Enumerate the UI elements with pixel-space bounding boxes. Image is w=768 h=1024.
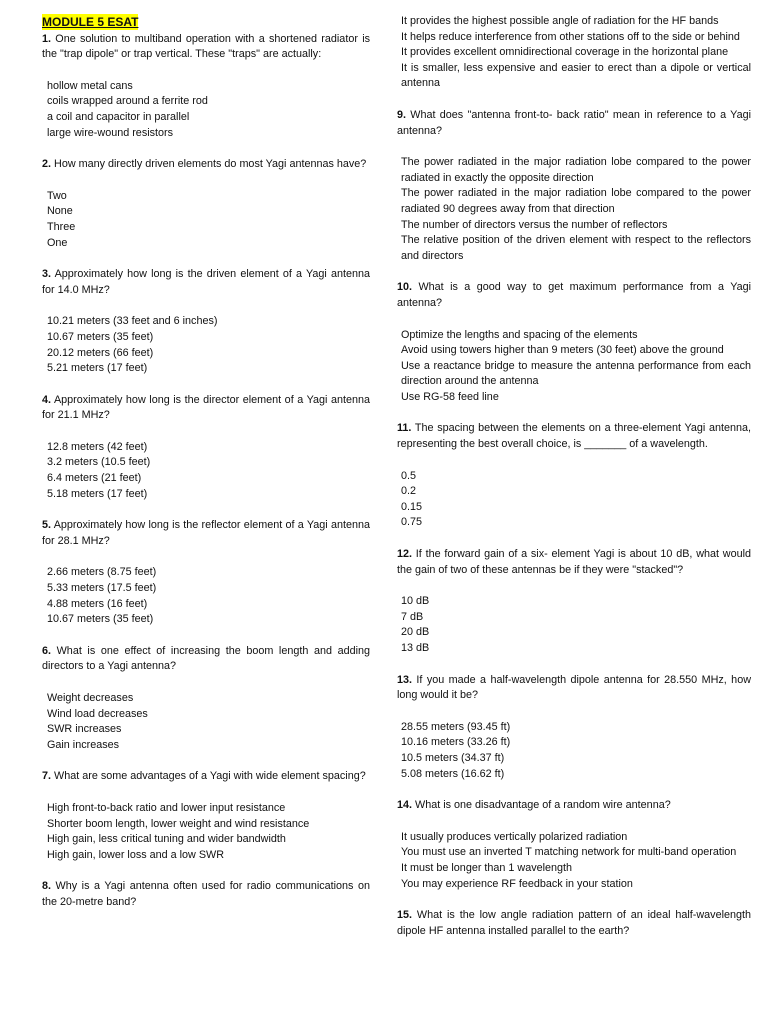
- left-question-list: [42, 32, 370, 911]
- question-number: 8.: [42, 880, 52, 893]
- question-number: 15.: [397, 909, 413, 922]
- right-column: [397, 14, 751, 939]
- question-body: Approximately how long is the reflector element of a Yagi antenna for 28.1 MHz?: [42, 519, 370, 547]
- question-number: 4.: [42, 393, 52, 406]
- question-body: What does "antenna front-to- back ratio" mean in reference to a Yagi antenna?: [397, 108, 751, 137]
- option-item: The relative position of the driven element with respect to the reflectors and directors: [401, 234, 751, 262]
- option-item: Weight decreases: [47, 692, 134, 704]
- question-body: One solution to multiband operation with a shortened radiator is the "trap dipole" or trap vertical. These "traps" are actually:: [42, 32, 370, 61]
- question-body: What is a good way to get maximum performance from a Yagi antenna?: [397, 281, 751, 309]
- question-number: 13.: [397, 673, 413, 686]
- question-number: 1.: [42, 32, 52, 45]
- option-item: The power radiated in the major radiation lobe compared to the power radiated in exactly the opposite direction: [401, 156, 751, 184]
- option-item: 10.5 meters (34.37 ft): [401, 751, 505, 764]
- option-item: You may experience RF feedback in your station: [401, 877, 633, 890]
- option-list: [42, 691, 370, 753]
- option-list: [397, 594, 751, 656]
- right-question-list: [397, 108, 751, 939]
- question-text: [397, 547, 751, 578]
- option-item: 20 dB: [401, 626, 430, 639]
- option-item: Gain increases: [47, 738, 120, 751]
- option-item: 12.8 meters (42 feet): [47, 440, 148, 453]
- option-item: 13 dB: [401, 642, 430, 654]
- question-text: [42, 32, 370, 63]
- question-number: 7.: [42, 770, 52, 783]
- option-item: 10.67 meters (35 feet): [47, 330, 154, 343]
- question-text: [42, 157, 370, 173]
- option-item: High gain, lower loss and a low SWR: [47, 848, 225, 861]
- question-text: [397, 421, 751, 452]
- option-list: [397, 469, 751, 531]
- question-number: 9.: [397, 108, 407, 121]
- option-item: coils wrapped around a ferrite rod: [47, 95, 208, 108]
- option-list: [397, 328, 751, 406]
- option-list: [42, 79, 370, 141]
- page-title: MODULE 5 ESAT: [42, 15, 139, 29]
- question-body: Why is a Yagi antenna often used for radio communications on the 20-metre band?: [42, 880, 370, 908]
- option-list: [42, 189, 370, 251]
- question-body: Approximately how long is the director element of a Yagi antenna for 21.1 MHz?: [42, 393, 370, 422]
- question-text: [397, 798, 751, 814]
- question-text: [42, 393, 370, 424]
- option-item: 10.21 meters (33 feet and 6 inches): [47, 315, 218, 328]
- option-item: 5.21 meters (17 feet): [47, 362, 148, 375]
- question-text: [397, 108, 751, 139]
- option-item: 3.2 meters (10.5 feet): [47, 456, 151, 469]
- option-item: One: [47, 236, 68, 249]
- question-body: What is one effect of increasing the boom length and adding directors to a Yagi antenna?: [42, 644, 370, 673]
- question-body: If you made a half-wavelength dipole antenna for 28.550 MHz, how long would it be?: [397, 673, 751, 702]
- option-item: It provides excellent omnidirectional coverage in the horizontal plane: [401, 46, 729, 59]
- question-body: What is the low angle radiation pattern of an ideal half-wavelength dipole HF antenna installed parallel to the earth?: [397, 909, 751, 937]
- question-body: The spacing between the elements on a three-element Yagi antenna, representing the best overall choice, is _______ of a wavelength.: [397, 422, 751, 451]
- option-item: It must be longer than 1 wavelength: [401, 861, 573, 874]
- question-body: What are some advantages of a Yagi with wide element spacing?: [51, 770, 366, 783]
- option-item: It helps reduce interference from other stations off to the side or behind: [401, 30, 740, 43]
- option-item: Use RG-58 feed line: [401, 390, 499, 403]
- option-item: High front-to-back ratio and lower input resistance: [47, 801, 286, 814]
- option-item: a coil and capacitor in parallel: [47, 110, 190, 123]
- question-text: [42, 879, 370, 910]
- option-item: Three: [47, 220, 76, 233]
- question-number: 11.: [397, 422, 412, 435]
- option-item: 0.2: [401, 485, 417, 498]
- option-item: Optimize the lengths and spacing of the elements: [401, 328, 638, 341]
- option-list: [42, 440, 370, 502]
- option-item: 7 dB: [401, 610, 424, 623]
- option-item: 5.18 meters (17 feet): [47, 487, 148, 500]
- option-item: The number of directors versus the number of reflectors: [401, 218, 668, 231]
- question-text: [397, 908, 751, 939]
- option-item: 5.08 meters (16.62 ft): [401, 767, 505, 780]
- option-item: High gain, less critical tuning and wider bandwidth: [47, 833, 286, 846]
- option-item: You must use an inverted T matching network for multi-band operation: [401, 846, 737, 859]
- option-item: hollow metal cans: [47, 79, 133, 92]
- option-item: 2.66 meters (8.75 feet): [47, 566, 157, 579]
- question-text: [397, 673, 751, 704]
- option-item: 10 dB: [401, 595, 430, 608]
- option-item: 5.33 meters (17.5 feet): [47, 582, 157, 595]
- option-list: [42, 801, 370, 863]
- question-number: 12.: [397, 548, 413, 561]
- question-body: If the forward gain of a six- element Yagi is about 10 dB, what would the gain of two of these antennas be if they were "stacked"?: [397, 548, 751, 576]
- option-item: It usually produces vertically polarized radiation: [401, 830, 628, 843]
- option-item: The power radiated in the major radiation lobe compared to the power radiated 90 degrees away from that direction: [401, 187, 751, 215]
- option-item: None: [47, 205, 73, 218]
- option-list: [397, 155, 751, 264]
- question-text: [42, 644, 370, 675]
- option-item: 0.75: [401, 516, 423, 529]
- question-number: 3.: [42, 268, 52, 281]
- option-item: 4.88 meters (16 feet): [47, 597, 148, 610]
- question-text: [42, 769, 370, 785]
- question-number: 6.: [42, 644, 52, 657]
- option-list: [42, 565, 370, 627]
- option-item: 0.5: [401, 469, 417, 482]
- option-item: SWR increases: [47, 723, 122, 736]
- option-item: 10.67 meters (35 feet): [47, 613, 154, 626]
- option-item: 10.16 meters (33.26 ft): [401, 736, 511, 749]
- question-body: How many directly driven elements do most Yagi antennas have?: [51, 158, 367, 171]
- option-item: It is smaller, less expensive and easier to erect than a dipole or vertical antenna: [401, 61, 751, 90]
- question-number: 10.: [397, 281, 413, 294]
- question-body: What is one disadvantage of a random wire antenna?: [412, 799, 671, 812]
- option-list: [397, 720, 751, 782]
- question-text: [42, 518, 370, 549]
- question-number: 2.: [42, 158, 52, 171]
- option-item: It provides the highest possible angle of radiation for the HF bands: [401, 15, 719, 27]
- question-number: 5.: [42, 519, 52, 532]
- option-item: 6.4 meters (21 feet): [47, 472, 142, 485]
- option-item: Wind load decreases: [47, 707, 148, 720]
- q8-options: [397, 14, 751, 92]
- option-item: 28.55 meters (93.45 ft): [401, 720, 511, 733]
- question-body: Approximately how long is the driven element of a Yagi antenna for 14.0 MHz?: [42, 268, 370, 296]
- left-column: [42, 14, 370, 911]
- question-text: [397, 280, 751, 311]
- option-item: Two: [47, 189, 67, 202]
- option-item: Avoid using towers higher than 9 meters (30 feet) above the ground: [401, 344, 724, 357]
- option-item: Use a reactance bridge to measure the antenna performance from each direction around the antenna: [401, 359, 751, 388]
- option-item: Shorter boom length, lower weight and wind resistance: [47, 817, 310, 830]
- option-item: 0.15: [401, 500, 423, 513]
- option-item: 20.12 meters (66 feet): [47, 346, 154, 359]
- option-list: [397, 830, 751, 892]
- question-text: [42, 267, 370, 298]
- option-item: large wire-wound resistors: [47, 126, 174, 139]
- option-list: [42, 314, 370, 376]
- question-number: 14.: [397, 799, 413, 812]
